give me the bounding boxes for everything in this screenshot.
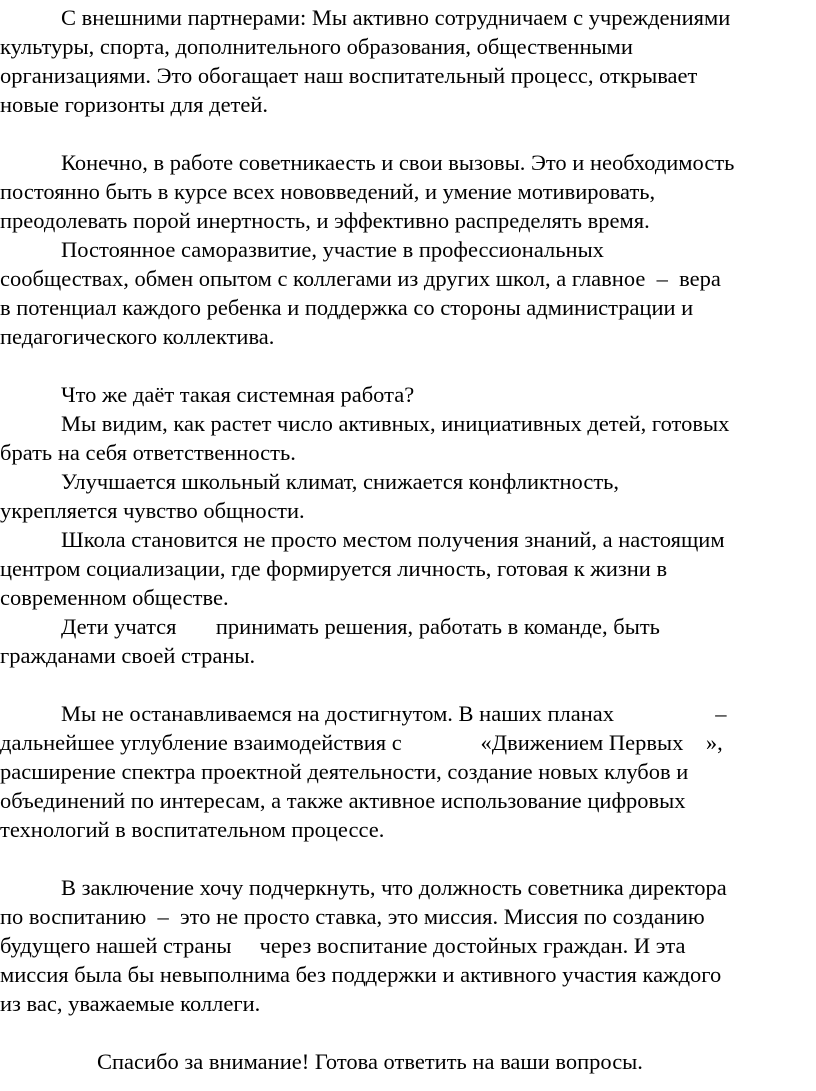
- text-line: дальнейшее углубление взаимодействия с «Движением Первых »,: [0, 730, 723, 755]
- text-line: по воспитанию – это не просто ставка, это миссия. Миссия по созданию: [0, 904, 705, 929]
- text-line: постоянно быть в курсе всех нововведений, и умение мотивировать,: [0, 179, 656, 204]
- text-line: В заключение хочу подчеркнуть, что должность советника директора: [61, 875, 727, 900]
- text-line: технологий в воспитательном процессе.: [0, 817, 385, 842]
- text-line: Что же даёт такая системная работа?: [61, 382, 415, 407]
- text-line: педагогического коллектива.: [0, 324, 275, 349]
- text-line: культуры, спорта, дополнительного образования, общественными: [0, 34, 633, 59]
- text-line: центром социализации, где формируется личность, готовая к жизни в: [0, 556, 668, 581]
- text-line: преодолевать порой инертность, и эффективно распределять время.: [0, 208, 650, 233]
- text-line: Дети учатся принимать решения, работать в команде, быть: [61, 614, 660, 639]
- text-line: Мы не останавливаемся на достигнутом. В наших планах –: [61, 701, 727, 726]
- closing-line: Спасибо за внимание! Готова ответить на ваши вопросы.: [97, 1049, 643, 1074]
- text-line: Улучшается школьный климат, снижается конфликтность,: [61, 469, 620, 494]
- text-line: новые горизонты для детей.: [0, 92, 269, 117]
- text-line: организациями. Это обогащает наш воспитательный процесс, открывает: [0, 63, 698, 88]
- text-line: Постоянное саморазвитие, участие в профессиональных: [61, 237, 604, 262]
- text-line: современном обществе.: [0, 585, 229, 610]
- text-line: Конечно, в работе советникаесть и свои вызовы. Это и необходимость: [61, 150, 735, 175]
- text-line: С внешними партнерами: Мы активно сотрудничаем с учреждениями: [61, 5, 731, 30]
- text-line: будущего нашей страны через воспитание достойных граждан. И эта: [0, 933, 686, 958]
- text-line: укрепляется чувство общности.: [0, 498, 305, 523]
- text-line: миссия была бы невыполнима без поддержки и активного участия каждого: [0, 962, 722, 987]
- text-line: сообществах, обмен опытом с коллегами из других школ, а главное – вера: [0, 266, 721, 291]
- text-line: в потенциал каждого ребенка и поддержка со стороны администрации и: [0, 295, 694, 320]
- text-line: Мы видим, как растет число активных, инициативных детей, готовых: [61, 411, 730, 436]
- text-line: из вас, уважаемые коллеги.: [0, 991, 261, 1016]
- text-line: брать на себя ответственность.: [0, 440, 296, 465]
- text-line: объединений по интересам, а также активное использование цифровых: [0, 788, 686, 813]
- text-line: гражданами своей страны.: [0, 643, 256, 668]
- text-line: расширение спектра проектной деятельности, создание новых клубов и: [0, 759, 689, 784]
- text-line: Школа становится не просто местом получения знаний, а настоящим: [61, 527, 725, 552]
